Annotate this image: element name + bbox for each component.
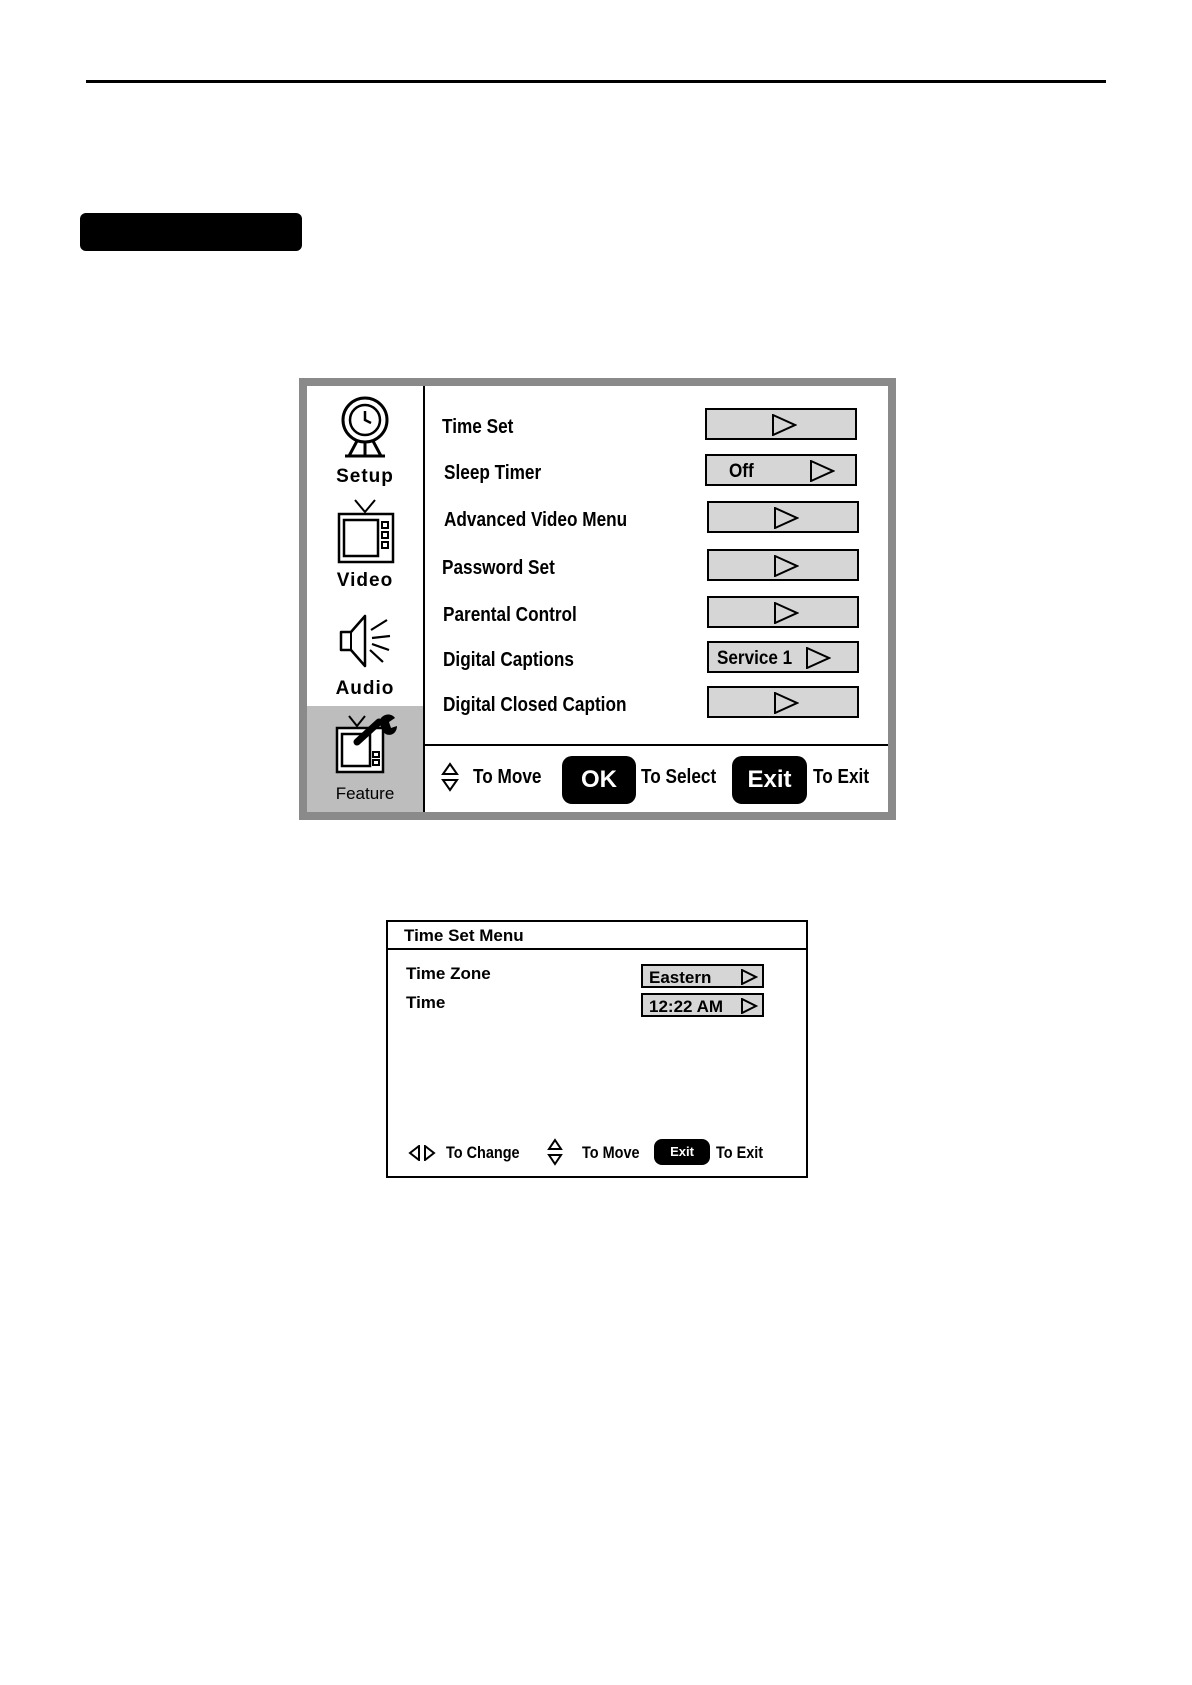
sidebar-item-setup[interactable] (307, 386, 423, 494)
satellite-dish-icon (335, 392, 395, 462)
menu-item-digital-closed-caption[interactable] (425, 686, 888, 726)
time-set-menu-header (388, 922, 806, 950)
menu-sidebar (307, 386, 425, 812)
menu-item-value-box[interactable] (707, 596, 859, 628)
sidebar-item-label: Video (336, 570, 394, 591)
move-hint: To Move (473, 766, 542, 788)
feature-menu-osd (299, 378, 896, 820)
time-label: Time (406, 993, 446, 1012)
sidebar-item-audio[interactable] (307, 598, 423, 708)
play-arrow-icon (773, 602, 799, 624)
tv-wrench-icon (335, 712, 401, 782)
up-down-arrows-icon (547, 1138, 563, 1166)
up-down-arrows-icon (441, 762, 459, 792)
play-arrow-icon (771, 414, 797, 436)
time-set-menu-footer (388, 1137, 806, 1167)
feature-menu-list (425, 386, 888, 744)
menu-item-label: Advanced Video Menu (444, 509, 628, 531)
menu-item-value-box[interactable] (707, 501, 859, 533)
feature-menu-panel (307, 386, 888, 812)
time-set-menu-title: Time Set Menu (404, 926, 524, 945)
menu-item-value: Off (729, 461, 754, 482)
menu-item-advanced-video-menu[interactable] (425, 501, 888, 541)
select-hint: To Select (641, 766, 717, 788)
menu-item-label: Digital Captions (443, 649, 574, 671)
menu-item-password-set[interactable] (425, 549, 888, 589)
time-set-menu-osd (386, 920, 808, 1178)
menu-item-label: Password Set (442, 557, 555, 579)
ok-button[interactable]: OK (562, 756, 636, 804)
menu-item-value-box[interactable] (705, 454, 857, 486)
tv-icon (335, 498, 397, 570)
play-arrow-icon (773, 507, 799, 529)
sidebar-item-video[interactable] (307, 492, 423, 600)
play-arrow-icon (740, 998, 758, 1014)
speaker-icon (335, 604, 395, 676)
sidebar-item-label: Setup (336, 466, 394, 487)
menu-item-value-box[interactable] (707, 641, 859, 673)
exit-button[interactable]: Exit (654, 1139, 710, 1165)
time-zone-selector[interactable] (641, 964, 764, 988)
sidebar-item-feature[interactable] (307, 706, 423, 812)
exit-hint: To Exit (716, 1143, 764, 1162)
section-header-tab (80, 213, 302, 251)
exit-hint: To Exit (813, 766, 870, 788)
move-hint: To Move (582, 1143, 640, 1162)
menu-item-parental-control[interactable] (425, 596, 888, 636)
time-zone-label: Time Zone (406, 964, 491, 983)
left-right-arrows-icon (408, 1145, 436, 1161)
menu-item-label: Digital Closed Caption (443, 694, 627, 716)
menu-item-label: Time Set (442, 416, 514, 438)
menu-item-time-set[interactable] (425, 408, 888, 448)
menu-item-label: Parental Control (443, 604, 577, 626)
exit-button[interactable]: Exit (732, 756, 807, 804)
time-zone-value: Eastern (649, 968, 712, 987)
menu-item-sleep-timer[interactable] (425, 454, 888, 494)
menu-item-value-box[interactable] (707, 686, 859, 718)
play-arrow-icon (805, 647, 831, 669)
play-arrow-icon (773, 692, 799, 714)
sidebar-item-label: Feature (335, 784, 395, 803)
play-arrow-icon (740, 969, 758, 985)
feature-menu-footer (425, 744, 888, 812)
menu-item-value: Service 1 (717, 648, 793, 669)
menu-item-digital-captions[interactable] (425, 641, 888, 681)
menu-item-value-box[interactable] (705, 408, 857, 440)
top-rule (86, 80, 1106, 83)
change-hint: To Change (446, 1143, 520, 1162)
time-selector[interactable] (641, 993, 764, 1017)
sidebar-item-label: Audio (335, 678, 395, 699)
play-arrow-icon (773, 555, 799, 577)
menu-item-value-box[interactable] (707, 549, 859, 581)
play-arrow-icon (809, 460, 835, 482)
time-value: 12:22 AM (649, 997, 724, 1016)
menu-item-label: Sleep Timer (444, 462, 542, 484)
